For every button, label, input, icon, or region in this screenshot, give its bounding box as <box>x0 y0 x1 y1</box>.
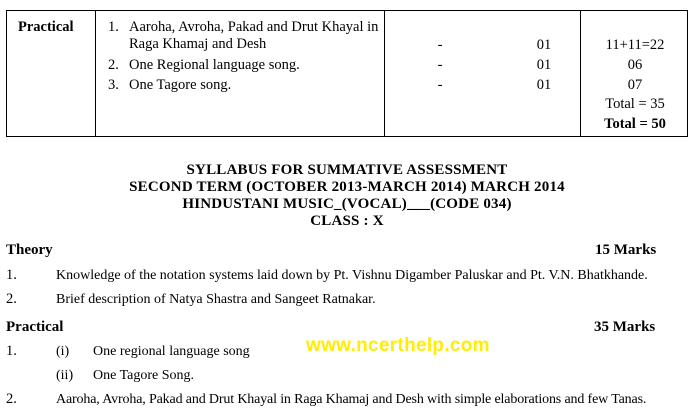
table-row-label: Practical <box>18 19 74 35</box>
theory-marks: 15 Marks <box>595 242 657 258</box>
term-heading: SECOND TERM (OCTOBER 2013-MARCH 2014) MARCH 2014 <box>129 179 565 195</box>
table-cell-dash: - <box>437 37 443 53</box>
table-item-text: Raga Khamaj and Desh <box>129 36 267 52</box>
class-heading: CLASS : X <box>310 213 384 229</box>
table-cell-dash: - <box>437 77 443 93</box>
practical-item-text: Aaroha, Avroha, Pakad and Drut Khayal in Raga Khamaj and Desh with simple elaborations and few Tanas. <box>56 392 647 407</box>
theory-title: Theory <box>6 242 53 258</box>
watermark: www.ncerthelp.com <box>306 335 490 356</box>
table-subtotal: Total = 35 <box>605 96 665 112</box>
table-divider <box>384 10 385 136</box>
practical-subitem-text: One Tagore Song. <box>93 368 195 383</box>
subject-heading: HINDUSTANI MUSIC_(VOCAL)___(CODE 034) <box>182 196 512 212</box>
practical-subitem-text: One regional language song <box>93 344 250 359</box>
theory-item-text: Knowledge of the notation systems laid down by Pt. Vishnu Digamber Paluskar and Pt. V.N. Bhatkhande. <box>56 268 648 283</box>
practical-subitem-number: (ii) <box>56 368 74 383</box>
table-cell-marks: 07 <box>627 77 643 93</box>
practical-item-number: 2. <box>6 391 17 407</box>
table-cell-marks: 11+11=22 <box>605 37 665 53</box>
table-total: Total = 50 <box>604 116 666 132</box>
table-cell-dash: - <box>437 57 443 73</box>
table-item-text: One Tagore song. <box>129 77 232 93</box>
practical-item-number: 1. <box>6 343 17 359</box>
table-item-text: One Regional language song. <box>129 57 300 73</box>
table-cell-marks: 06 <box>627 57 643 73</box>
table-cell-periods: 01 <box>536 37 552 53</box>
theory-item-number: 2. <box>6 291 17 307</box>
theory-item-text: Brief description of Natya Shastra and Sangeet Ratnakar. <box>56 292 376 307</box>
table-item-text: Aaroha, Avroha, Pakad and Drut Khayal in <box>129 19 379 35</box>
syllabus-heading: SYLLABUS FOR SUMMATIVE ASSESSMENT <box>186 162 508 178</box>
theory-item-number: 1. <box>6 267 17 283</box>
practical-title: Practical <box>6 319 64 335</box>
practical-marks: 35 Marks <box>594 319 656 335</box>
table-cell-periods: 01 <box>536 57 552 73</box>
table-item-number: 2. <box>108 57 119 73</box>
table-item-number: 1. <box>108 19 119 35</box>
table-item-number: 3. <box>108 77 119 93</box>
table-cell-periods: 01 <box>536 77 552 93</box>
practical-subitem-number: (i) <box>56 344 70 359</box>
table-divider <box>580 10 581 136</box>
table-divider <box>95 10 96 136</box>
